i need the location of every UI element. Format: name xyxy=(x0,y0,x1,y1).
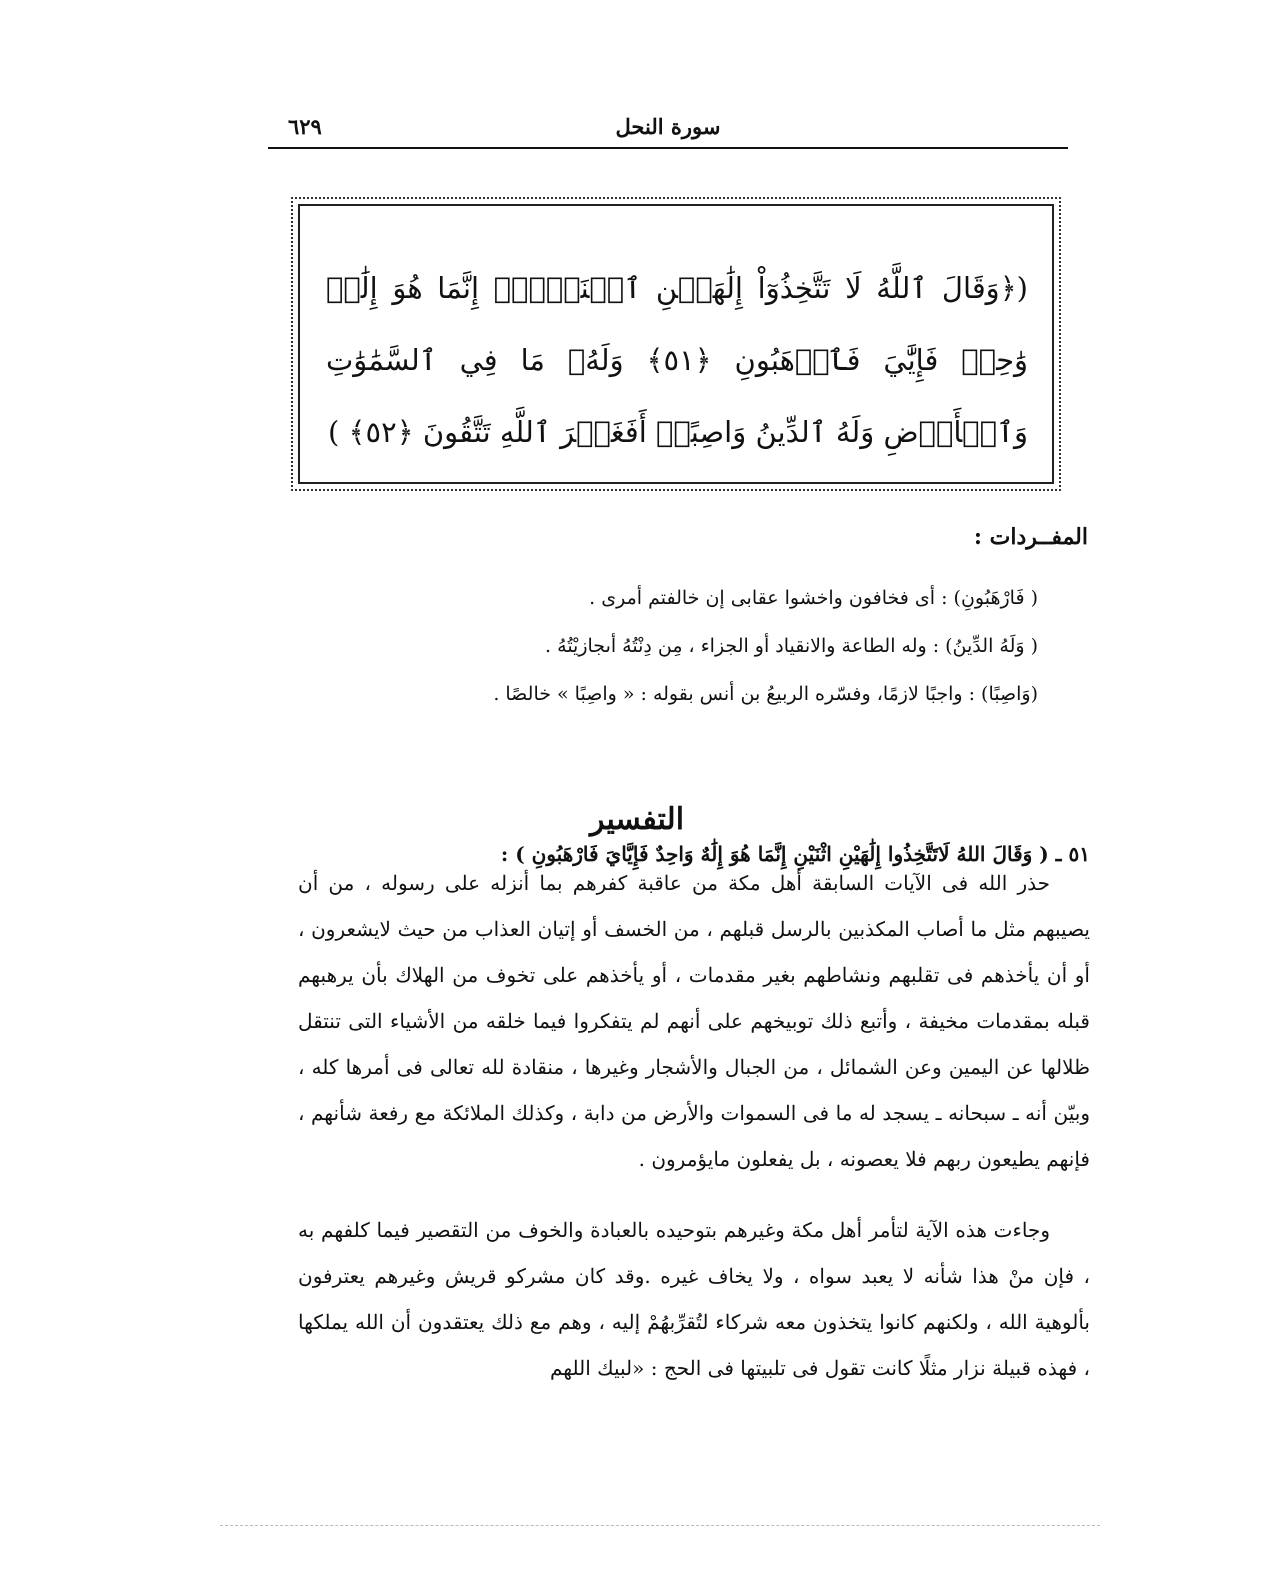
vocabulary-item: ( وَلَهُ الدِّينُ) : وله الطاعة والانقياد أو الجزاء ، مِن دِنْتُهُ أىجازيْتُهُ . xyxy=(545,635,1038,657)
page-bottom-rule xyxy=(220,1525,1100,1526)
tafsir-verse-line: ٥١ ـ ( وَقَالَ اللهُ لَاتَتَّخِذُوا إِلَٰهَيْنِ اثْنَيْنِ إِنَّمَا هُوَ إِلَٰهٌ وَاحِدٌ فَإِيَّايَ فَارْهَبُونِ ) : xyxy=(500,842,1090,866)
tafsir-paragraph: وجاءت هذه الآية لتأمر أهل مكة وغيرهم بتوحيده بالعبادة والخوف من التقصير فيما كلفهم به ، فإن منْ هذا شأنه لا يعبد سواه ، ولا يخاف غيره .وقد كان مشركو قريش وغيرهم يعترفون بألوهية الله ، ولكنهم كانوا يتخذون معه شركاء لتُقرِّبهُمْ إليه ، وهم مع ذلك يعتقدون أن الله يملكها ، فهذه قبيلة نزار مثلًا كانت تقول فى تلبيتها فى الحج : «لبيك اللهم xyxy=(298,1218,1090,1380)
vocabulary-heading: المفــردات : xyxy=(973,524,1088,550)
header-divider xyxy=(268,147,1068,149)
page-header xyxy=(268,108,1068,144)
quran-verse-text: (﴿وَقَالَ ٱللَّهُ لَا تَتَّخِذُوٓاْ إِلَٰهَيۡنِ ٱثۡنَيۡنِۖ إِنَّمَا هُوَ إِلَٰهٞ وَٰحِدٞ فَإِيَّٰيَ فَٱرۡهَبُونِ ﴿٥١﴾ وَلَهُۥ مَا فِي ٱلسَّمَٰوَٰتِ وَٱلۡأَرۡضِ وَلَهُ ٱلدِّينُ وَاصِبًاۚ أَفَغَيۡرَ ٱللَّهِ تَتَّقُونَ ﴿٥٢﴾ ) xyxy=(326,271,1029,449)
vocabulary-item: (وَاصِبًا) : واجبًا لازمًا، وفسّره الربيعُ بن أنس بقوله : « واصِبًا » خالصًا . xyxy=(493,683,1038,705)
quran-verse-frame xyxy=(298,204,1054,484)
surah-title: سورة النحل xyxy=(615,114,721,139)
tafsir-paragraph: حذر الله فى الآيات السابقة أهل مكة من عاقبة كفرهم بما أنزله على رسوله ، من أن يصيبهم مثل ما أصاب المكذبين بالرسل قبلهم ، من الخسف أو إتيان العذاب من حيث لايشعرون ، أو أن يأخذهم فى تقلبهم ونشاطهم بغير مقدمات ، أو يأخذهم على تخوف من الهلاك بأن يرهبهم قبله بمقدمات مخيفة ، وأتبع ذلك توبيخهم على أنهم لم يتفكروا فيما خلقه من الأشياء التى تنتقل ظلالها عن اليمين وعن الشمائل ، من الجبال والأشجار وغيرها ، منقادة لله تعالى فى أمرها كله ، وبيّن أنه ـ سبحانه ـ يسجد له ما فى السموات والأرض من دابة ، وكذلك الملائكة مع رفعة شأنهم ، فإنهم يطيعون ربهم فلا يعصونه ، بل يفعلون مايؤمرون . xyxy=(298,871,1090,1171)
page-number: ٦٢٩ xyxy=(288,114,322,139)
tafsir-heading: التفسير xyxy=(589,802,685,837)
vocabulary-list xyxy=(360,574,1038,718)
vocabulary-item: ( فَارْهَبُونِ) : أى فخافون واخشوا عقابى إن خالفتم أمرى . xyxy=(589,587,1038,609)
